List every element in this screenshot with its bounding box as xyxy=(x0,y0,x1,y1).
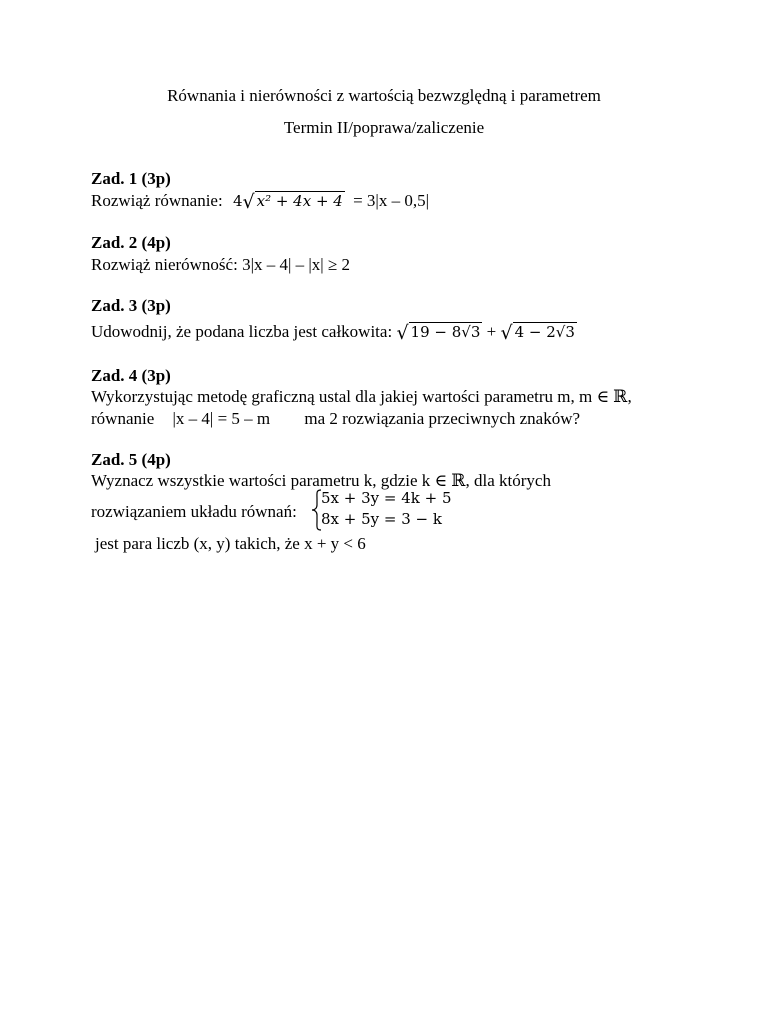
task-3-plus: + xyxy=(486,322,497,341)
task-1-rhs: = 3|x – 0,5| xyxy=(353,191,429,210)
task-3-prompt: Udowodnij, że podana liczba jest całkowita: xyxy=(91,322,393,341)
task-1-radical: √ x² + 4x + 4 xyxy=(242,191,343,213)
document-subtitle: Termin II/poprawa/zaliczenie xyxy=(283,118,485,137)
task-5-line-3: jest para liczb (x, y) takich, że x + y < 6 xyxy=(95,534,366,553)
task-3-body xyxy=(91,322,577,344)
task-5-equation-2: 8x + 5y = 3 − k xyxy=(321,510,442,528)
task-5-system xyxy=(311,489,471,533)
task-1-body xyxy=(91,191,429,213)
document-title: Równania i nierówności z wartością bezwzględną i parametrem xyxy=(167,86,601,105)
task-1-radicand: x² + 4x + 4 xyxy=(256,192,343,210)
task-2-prompt: Rozwiąż nierówność: xyxy=(91,255,238,274)
task-3-heading: Zad. 3 (3p) xyxy=(91,296,171,315)
task-1-heading: Zad. 1 (3p) xyxy=(91,169,171,188)
task-4-line-2 xyxy=(91,409,580,429)
task-4-line-1: Wykorzystując metodę graficzną ustal dla jakiej wartości parametru m, m ∈ ℝ, xyxy=(91,387,632,406)
task-5-line-1: Wyznacz wszystkie wartości parametru k, gdzie k ∈ ℝ, dla których xyxy=(91,471,551,490)
task-3-radical-2: √ 4 − 2√3 xyxy=(500,322,575,344)
task-1-coef: 4 xyxy=(232,192,243,210)
task-2-expression: 3|x – 4| – |x| ≥ 2 xyxy=(242,255,351,274)
task-4-equation: |x – 4| = 5 – m xyxy=(172,409,271,428)
task-3-radicand-2: 4 − 2√3 xyxy=(514,323,575,341)
task-2-heading: Zad. 2 (4p) xyxy=(91,233,171,252)
task-5-equation-1: 5x + 3y = 4k + 5 xyxy=(321,489,452,507)
task-5-heading: Zad. 5 (4p) xyxy=(91,450,171,469)
task-1-prompt: Rozwiąż równanie: xyxy=(91,191,223,210)
task-4-line-2-end: ma 2 rozwiązania przeciwnych znaków? xyxy=(304,409,581,428)
task-2-body xyxy=(91,255,350,275)
task-4-heading: Zad. 4 (3p) xyxy=(91,366,171,385)
task-5-line-2: rozwiązaniem układu równań: xyxy=(91,502,297,521)
task-3-radical-1: √ 19 − 8√3 xyxy=(396,322,481,344)
task-4-line-2-start: równanie xyxy=(91,409,155,428)
task-3-radicand-1: 19 − 8√3 xyxy=(410,323,481,341)
